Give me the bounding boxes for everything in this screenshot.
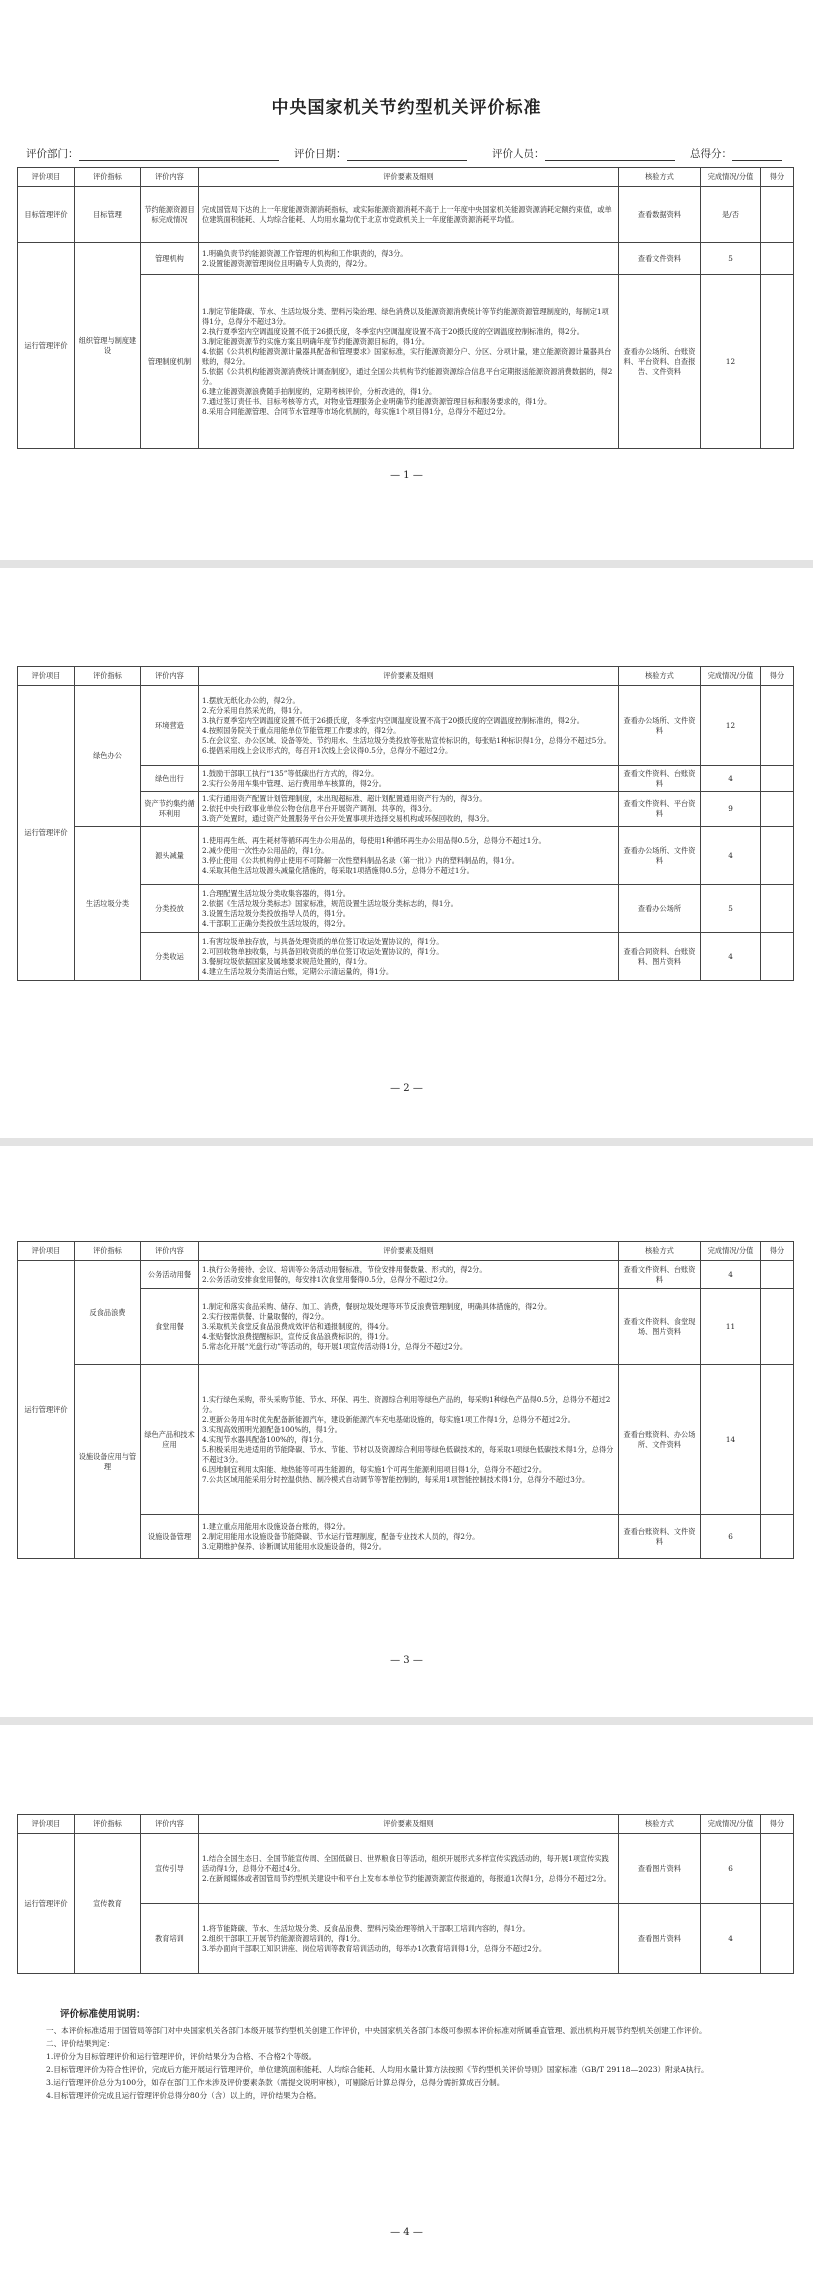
document-title: 中央国家机关节约型机关评价标准 [271,98,542,118]
header-verify: 核验方式 [619,667,701,686]
content-cell: 食堂用餐 [141,1289,199,1365]
page-number: — 1 — [390,470,423,481]
header-content: 评价内容 [141,1815,199,1834]
dept-field[interactable] [79,149,279,161]
header-completion: 完成情况/分值 [701,667,761,686]
header-project: 评价项目 [18,168,75,187]
header-detail: 评价要素及细则 [199,168,619,187]
table-row [18,1834,794,1904]
detail-cell: 1.建立重点用能用水设施设备台账的，得2分。 2.制定用能用水设施设备节能降碳、节水运行管理制度，配备专业技术人员的，得2分。 3.定期维护保养、诊断调试用能用水设施设备的，得2分。 [199,1515,619,1559]
detail-cell: 完成国管局下达的上一年度能源资源消耗指标，或实际能源资源消耗不高于上一年度中央国家机关能源资源消耗定额约束值，或单位建筑面积能耗、人均综合能耗、人均用水量均优于北京市党政机关上一年度能源资源消耗平均值。 [199,187,619,243]
detail-cell: 1.合理配置生活垃圾分类收集容器的，得1分。 2.依据《生活垃圾分类标志》国家标准，规范设置生活垃圾分类标志的，得1分。 3.设置生活垃圾分类投放指导人员的，得1分。 4.干部职工正确分类投放生活垃圾的，得2分。 [199,885,619,933]
completion-cell: 是/否 [701,187,761,243]
verify-cell: 查看台账资料、文件资料 [619,1515,701,1559]
verify-cell: 查看办公场所、文件资料 [619,686,701,766]
header-score: 得分 [761,168,794,187]
completion-cell: 5 [701,885,761,933]
evaluation-table-page-3 [17,1241,794,1559]
header-indicator: 评价指标 [75,1242,141,1261]
score-input-cell[interactable] [761,187,794,243]
table-row [18,243,794,275]
detail-cell: 1.将节能降碳、节水、生活垃圾分类、反食品浪费、塑料污染治理等纳入干部职工培训内容的，得1分。 2.组织干部职工开展节约能源资源培训的，得1分。 3.举办面向干部职工知识讲座、岗位培训等教育培训活动的，每举办1次教育培训得1分，总得分不超过2分。 [199,1904,619,1974]
header-detail: 评价要素及细则 [199,667,619,686]
indicator-cell: 反食品浪费 [75,1261,141,1365]
staff-label: 评价人员： [492,148,545,160]
header-indicator: 评价指标 [75,1815,141,1834]
detail-cell: 1.执行公务接待、会议、培训等公务活动用餐标准，节俭安排用餐数量、形式的，得2分。 2.公务活动安排食堂用餐的，每安排1次食堂用餐得0.5分，总得分不超过2分。 [199,1261,619,1289]
header-verify: 核验方式 [619,1242,701,1261]
content-cell: 宣传引导 [141,1834,199,1904]
evaluation-table-page-2 [17,666,794,981]
note-paragraph: 3.运行管理评价总分为100分，如存在部门工作未涉及评价要素条款（需提交说明审核），可剔除后计算总得分，总得分需折算成百分制。 [46,2078,505,2087]
completion-cell: 5 [701,243,761,275]
table-header-row [18,1242,794,1261]
header-project: 评价项目 [18,1242,75,1261]
score-input-cell[interactable] [761,243,794,275]
header-score: 得分 [761,667,794,686]
content-cell: 绿色产品和技术应用 [141,1365,199,1515]
content-cell: 绿色出行 [141,766,199,792]
completion-cell: 4 [701,1904,761,1974]
completion-cell: 9 [701,792,761,827]
verify-cell: 查看数据资料 [619,187,701,243]
header-score: 得分 [761,1242,794,1261]
score-input-cell[interactable] [761,1261,794,1289]
note-paragraph: 1.评价分为目标管理评价和运行管理评价，评价结果分为合格、不合格2个等级。 [46,2052,317,2061]
project-cell: 目标管理评价 [18,187,75,243]
table-row [18,187,794,243]
completion-cell: 6 [701,1515,761,1559]
indicator-cell: 宣传教育 [75,1834,141,1974]
header-content: 评价内容 [141,1242,199,1261]
note-paragraph: 2.目标管理评价为符合性评价，完成后方能开展运行管理评价，单位建筑面积能耗、人均综合能耗、人均用水量计算方法按照《节约型机关评价导则》国家标准（GB/T 29118—2023）附录A执行。 [46,2065,709,2074]
completion-cell: 4 [701,933,761,981]
verify-cell: 查看办公场所、文件资料 [619,827,701,885]
detail-cell: 1.制定节能降碳、节水、生活垃圾分类、塑料污染治理、绿色消费以及能源资源消费统计等节约能源资源管理制度的，每制定1项得1分，总得分不超过3分。 2.执行夏季室内空调温度设置不低于26摄氏度，冬季室内空调温度设置不高于20摄氏度的空调温度控制标准的，得2分。 3.制定能源资源节约实施方案且明确年度节约能源资源目标的，得1分。 4.依据《公共机构能源资源计量器具配备和管理要求》国家标准，实行能源资源分户、分区、分项计量，建立能源资源计量器具台账的，得2分。 5.依据《公共机构能源资源消费统计调查制度》，通过全国公共机构节约能源资源综合信息平台定期报送能源资源消费数据的，得2分。 6.建立能源资源浪费随手拍制度的，定期考核评价，分析改进的，得1分。 7.通过签订责任书、目标考核等方式，对物业管理服务企业明确节约能源资源管理目标和服务要求的，得1分。 8.采用合同能源管理、合同节水管理等市场化机制的，每实施1个项目得1分，总得分不超过2分。 [199,275,619,449]
staff-field[interactable] [545,149,675,161]
score-label: 总得分： [690,148,732,160]
table-header-row [18,667,794,686]
detail-cell: 1.实行绿色采购，带头采购节能、节水、环保、再生、资源综合利用等绿色产品的，每采购1种绿色产品得0.5分，总得分不超过2分。 2.更新公务用车时优先配备新能源汽车，建设新能源汽车充电基础设施的，每实施1项工作得1分，总得分不超过2分。 3.实现高效照明光源配备100%的，得1分。 4.实现节水器具配备100%的，得1分。 5.积极采用先进适用的节能降碳、节水、节能、节材以及资源综合利用等绿色低碳技术的，每采取1项绿色低碳技术得1分，总得分不超过3分。 6.因地制宜利用太阳能、地热能等可再生能源的，每实施1个可再生能源利用项目得1分，总得分不超过2分。 7.公共区域用能采用分时控温供热、制冷模式自动调节等智能控制的，每采用1项智能控制技术得1分，总得分不超过3分。 [199,1365,619,1515]
completion-cell: 12 [701,686,761,766]
content-cell: 源头减量 [141,827,199,885]
date-label: 评价日期： [294,148,347,160]
dept-label: 评价部门： [26,148,79,160]
header-content: 评价内容 [141,667,199,686]
score-input-cell[interactable] [761,885,794,933]
verify-cell: 查看文件资料、食堂现场、图片资料 [619,1289,701,1365]
header-project: 评价项目 [18,667,75,686]
table-row [18,1261,794,1289]
page-separator [0,560,813,568]
detail-cell: 1.结合全国生态日、全国节能宣传周、全国低碳日、世界粮食日等活动，组织开展形式多样宣传实践活动的，每开展1项宣传实践活动得1分，总得分不超过4分。 2.在新闻媒体或者国管局节约型机关建设中和平台上发布本单位节约能源资源宣传报道的，每报道1次得1分，总得分不超过2分。 [199,1834,619,1904]
score-input-cell[interactable] [761,792,794,827]
detail-cell: 1.明确负责节约能源资源工作管理的机构和工作职责的，得3分。 2.设置能源资源管理岗位且明确专人负责的，得2分。 [199,243,619,275]
verify-cell: 查看办公场所 [619,885,701,933]
verify-cell: 查看图片资料 [619,1834,701,1904]
header-completion: 完成情况/分值 [701,168,761,187]
page-separator [0,1717,813,1725]
score-input-cell[interactable] [761,933,794,981]
note-paragraph: 4.目标管理评价完成且运行管理评价总得分80分（含）以上的，评价结果为合格。 [46,2091,322,2100]
completion-cell: 4 [701,827,761,885]
table-row [18,686,794,766]
verify-cell: 查看文件资料、平台资料 [619,792,701,827]
header-detail: 评价要素及细则 [199,1815,619,1834]
header-completion: 完成情况/分值 [701,1242,761,1261]
score-input-cell[interactable] [761,1289,794,1365]
indicator-cell: 绿色办公 [75,686,141,827]
content-cell: 环境营造 [141,686,199,766]
score-input-cell[interactable] [761,1365,794,1515]
usage-notes [30,2008,790,2102]
verify-cell: 查看办公场所、台账资料、平台资料、自查报告、文件资料 [619,275,701,449]
table-header-row [18,168,794,187]
indicator-cell: 目标管理 [75,187,141,243]
header-indicator: 评价指标 [75,168,141,187]
notes-title: 评价标准使用说明： [60,2009,146,2020]
content-cell: 公务活动用餐 [141,1261,199,1289]
header-verify: 核验方式 [619,168,701,187]
verify-cell: 查看文件资料、台账资料 [619,766,701,792]
table-row [18,1365,794,1515]
score-input-cell[interactable] [761,1834,794,1904]
completion-cell: 12 [701,275,761,449]
header-project: 评价项目 [18,1815,75,1834]
completion-cell: 6 [701,1834,761,1904]
indicator-cell: 设施设备应用与管理 [75,1365,141,1559]
score-input-cell[interactable] [761,275,794,449]
detail-cell: 1.实行通用资产配置计划管理制度，未出现超标准、超计划配置通用资产行为的，得3分。 2.依托中央行政事业单位公物仓信息平台开展资产调剂、共享的，得3分。 3.资产处置时，通过资产处置服务平台公开处置事项并选择交易机构或环保回收的，得3分。 [199,792,619,827]
header-completion: 完成情况/分值 [701,1815,761,1834]
content-cell: 资产节约集约循环利用 [141,792,199,827]
content-cell: 分类投放 [141,885,199,933]
score-field[interactable] [732,149,782,161]
verify-cell: 查看文件资料、台账资料 [619,1261,701,1289]
header-indicator: 评价指标 [75,667,141,686]
header-content: 评价内容 [141,168,199,187]
date-field[interactable] [347,149,467,161]
indicator-cell: 组织管理与制度建设 [75,243,141,449]
content-cell: 节约能源资源目标完成情况 [141,187,199,243]
project-cell: 运行管理评价 [18,243,75,449]
score-input-cell[interactable] [761,686,794,766]
table-header-row [18,1815,794,1834]
meta-row [26,146,792,162]
verify-cell: 查看图片资料 [619,1904,701,1974]
verify-cell: 查看文件资料 [619,243,701,275]
page-number: — 3 — [390,1655,423,1666]
header-verify: 核验方式 [619,1815,701,1834]
score-input-cell[interactable] [761,827,794,885]
header-score: 得分 [761,1815,794,1834]
note-paragraph: 一、本评价标准适用于国管局等部门对中央国家机关各部门本级开展节约型机关创建工作评价，中央国家机关各部门本级可参照本评价标准对所属垂直管理、派出机构开展节约型机关创建工作评价。 [46,2026,707,2035]
detail-cell: 1.鼓励干部职工执行“135”等低碳出行方式的，得2分。 2.实行公务用车集中管理、运行费用单车核算的，得2分。 [199,766,619,792]
project-cell: 运行管理评价 [18,686,75,981]
score-input-cell[interactable] [761,766,794,792]
content-cell: 管理机构 [141,243,199,275]
page-number: — 4 — [390,2227,423,2238]
page-separator [0,1138,813,1146]
evaluation-table-page-1 [17,167,794,449]
evaluation-table-page-4 [17,1814,794,1974]
content-cell: 管理制度机制 [141,275,199,449]
detail-cell: 1.有害垃圾单独存放，与具备处理资质的单位签订收运处置协议的，得1分。 2.可回收物单独收集，与具备回收资质的单位签订收运处置协议的，得1分。 3.餐厨垃圾依据国家及属地要求规范处置的，得1分。 4.建立生活垃圾分类清运台账，定期公示清运量的，得1分。 [199,933,619,981]
detail-cell: 1.制定和落实食品采购、储存、加工、消费，餐厨垃圾处理等环节反浪费管理制度，明确具体措施的，得2分。 2.实行按需供餐、计量取餐的，得2分。 3.采取机关食堂反食品浪费成效评估和通报制度的，得4分。 4.张贴餐饮浪费提醒标识，宣传反食品浪费标识的，得1分。 5.常态化开展“光盘行动”等活动的，每开展1项宣传活动得1分，总得分不超过2分。 [199,1289,619,1365]
verify-cell: 查看合同资料、台账资料、图片资料 [619,933,701,981]
detail-cell: 1.使用再生纸、再生耗材等循环再生办公用品的，每使用1种循环再生办公用品得0.5分，总得分不超过1分。 2.减少使用一次性办公用品的，得1分。 3.停止使用《公共机构停止使用不可降解一次性塑料制品名录（第一批）》内的塑料制品的，得1分。 4.采取其他生活垃圾源头减量化措施的，每采取1项措施得0.5分，总得分不超过1分。 [199,827,619,885]
completion-cell: 11 [701,1289,761,1365]
content-cell: 教育培训 [141,1904,199,1974]
project-cell: 运行管理评价 [18,1834,75,1974]
verify-cell: 查看台账资料、办公场所、文件资料 [619,1365,701,1515]
content-cell: 分类收运 [141,933,199,981]
content-cell: 设施设备管理 [141,1515,199,1559]
score-input-cell[interactable] [761,1904,794,1974]
project-cell: 运行管理评价 [18,1261,75,1559]
indicator-cell: 生活垃圾分类 [75,827,141,981]
score-input-cell[interactable] [761,1515,794,1559]
header-detail: 评价要素及细则 [199,1242,619,1261]
completion-cell: 4 [701,1261,761,1289]
page-number: — 2 — [390,1083,423,1094]
completion-cell: 4 [701,766,761,792]
detail-cell: 1.摆放无纸化办公的，得2分。 2.充分采用自然采光的，得1分。 3.执行夏季室内空调温度设置不低于26摄氏度，冬季室内空调温度设置不高于20摄氏度的空调温度控制标准的，得2分。 4.按照国务院关于重点用能单位节能管理工作要求的，得2分。 5.在会议室、办公区域、设备等处、节约用水、生活垃圾分类投放等张贴宣传标识的，每张贴1种标识得1分，总得分不超过5分。 6.提倡采用线上会议形式的，每召开1次线上会议得0.5分，总得分不超过2分。 [199,686,619,766]
note-paragraph: 二、评价结果判定： [46,2039,115,2048]
completion-cell: 14 [701,1365,761,1515]
table-row [18,827,794,885]
